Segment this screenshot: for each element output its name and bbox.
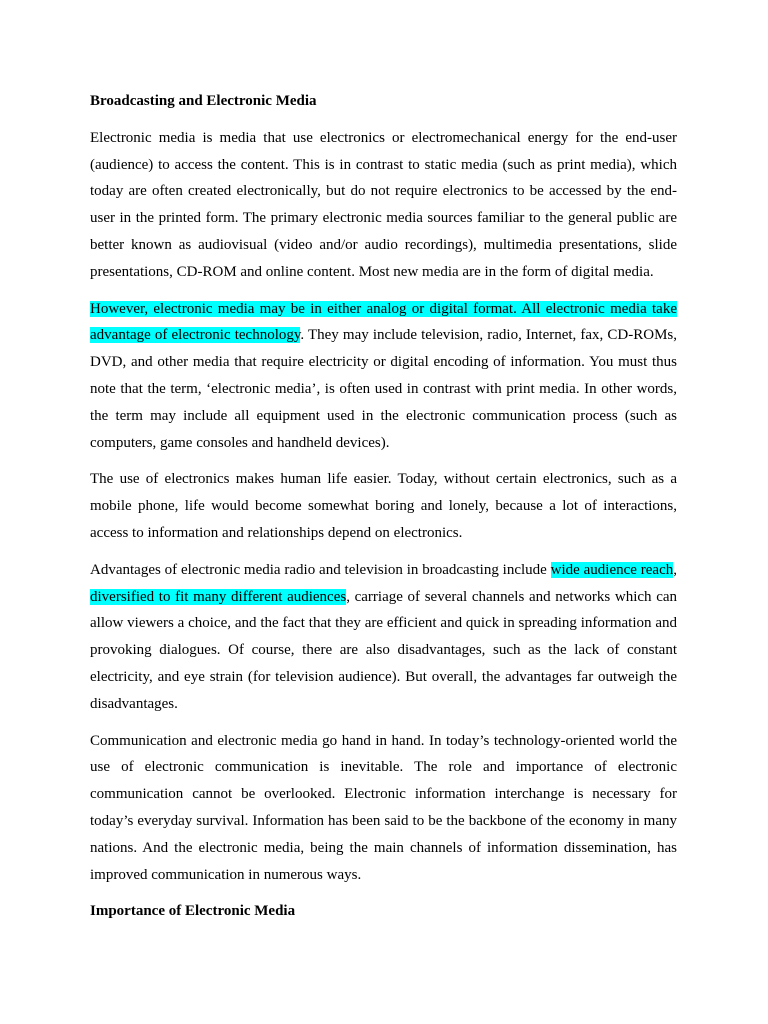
- document-page: [90, 88, 677, 935]
- section-heading: Importance of Electronic Media: [90, 903, 296, 920]
- paragraph-text: Advantages of electronic media radio and television in broadcasting include: [90, 561, 551, 578]
- paragraph-4: [90, 557, 677, 718]
- section-heading: Broadcasting and Electronic Media: [90, 93, 317, 109]
- paragraph-text: ,: [673, 561, 677, 578]
- paragraph-3: The use of electronics makes human life easier. Today, without certain electronics, such as a mobile phone, life would become somewhat boring and lonely, because a lot of interactions, access to information and relationships depend on electronics.: [90, 471, 677, 541]
- highlighted-text: However, electronic media may be in either analog or digital format. All electronic media take advantage of electronic technology: [90, 300, 677, 344]
- paragraph-text: . They may include television, radio, Internet, fax, CD-ROMs, DVD, and other media that require electricity or digital encoding of information. You must thus note that the term, ‘electronic media’, is often used in contrast with print media. In other words, the term may include all equipment used in the electronic communication process (such as computers, game consoles and handheld devices).: [90, 327, 677, 451]
- paragraph-5: Communication and electronic media go hand in hand. In today’s technology-oriented world the use of electronic communication is inevitable. The role and importance of electronic communication cannot be overlooked. Electronic information interchange is necessary for today’s everyday survival. Information has been said to be the backbone of the economy in many nations. And the electronic media, being the main channels of information dissemination, has improved communication in numerous ways.: [90, 732, 677, 883]
- paragraph-1: Electronic media is media that use electronics or electromechanical energy for the end-user (audience) to access the content. This is in contrast to static media (such as print media), which today are often created electronically, but do not require electronics to be accessed by the end-user in the printed form. The primary electronic media sources familiar to the general public are better known as audiovisual (video and/or audio recordings), multimedia presentations, slide presentations, CD-ROM and online content. Most new media are in the form of digital media.: [90, 129, 677, 280]
- highlighted-text: diversified to fit many different audiences: [90, 588, 347, 605]
- paragraph-2: [90, 296, 677, 457]
- paragraph-text: , carriage of several channels and networks which can allow viewers a choice, and the fact that they are efficient and quick in spreading information and provoking dialogues. Of course, there are also disadvantages, such as the lack of constant electricity, and eye strain (for television audience). But overall, the advantages far outweigh the disadvantages.: [90, 588, 678, 712]
- highlighted-text: wide audience reach: [550, 561, 674, 578]
